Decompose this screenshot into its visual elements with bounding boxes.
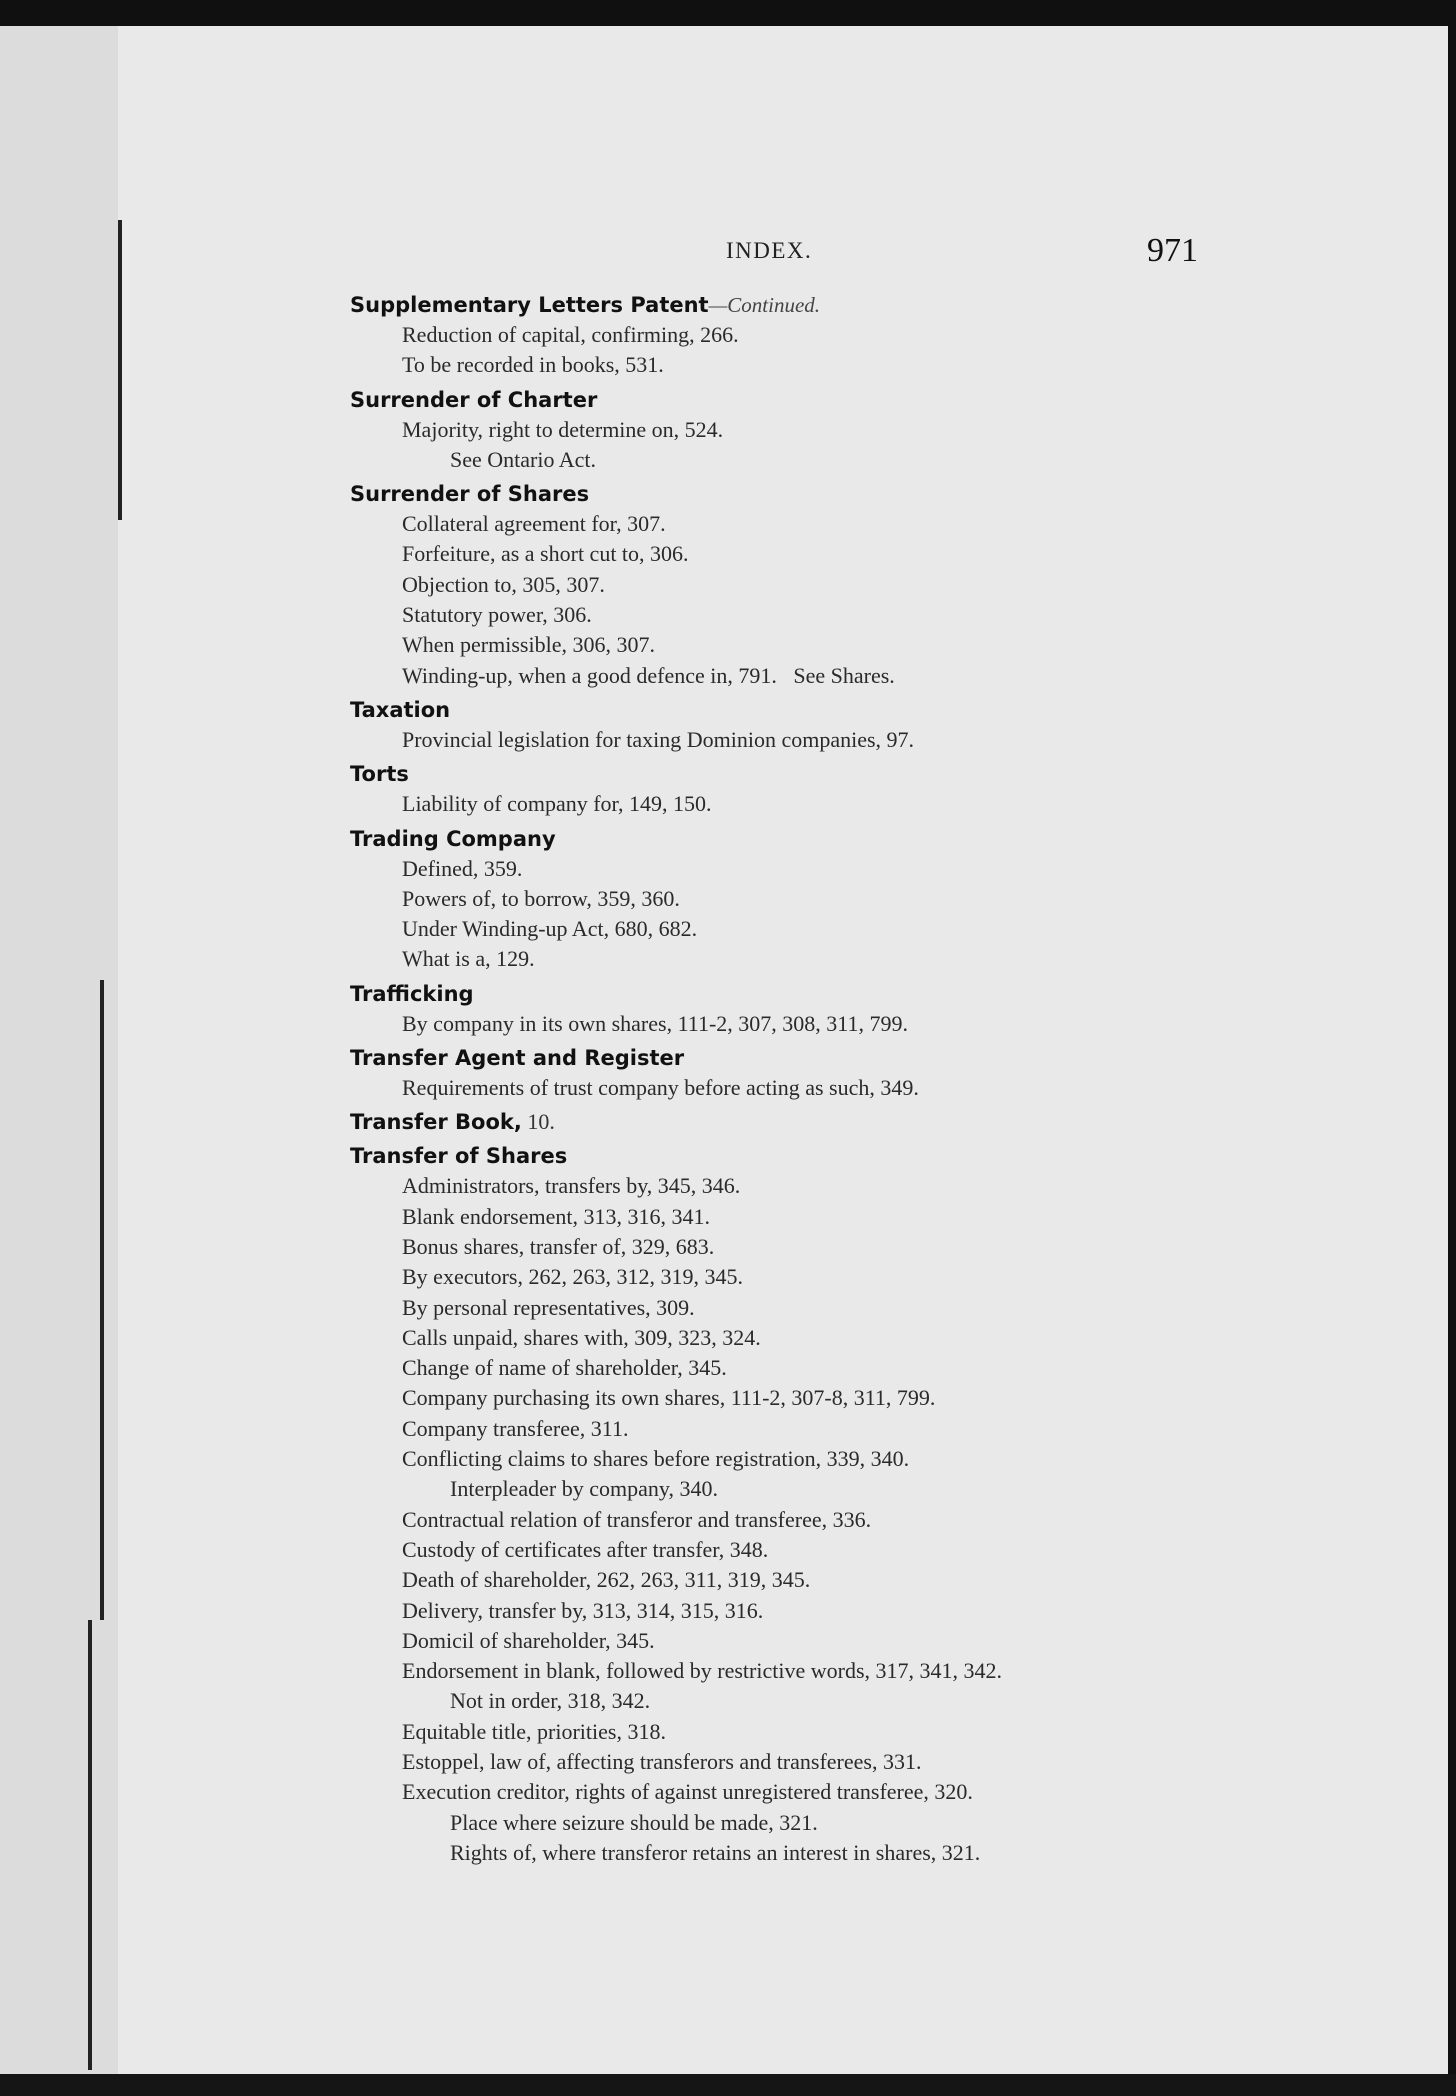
index-subentry: Execution creditor, rights of against unregistered transferee, 320. — [402, 1779, 973, 1805]
index-subentry: Administrators, transfers by, 345, 346. — [402, 1173, 741, 1199]
index-subentry: What is a, 129. — [402, 946, 535, 972]
index-body — [350, 286, 1350, 1868]
index-subentry: Delivery, transfer by, 313, 314, 315, 316. — [402, 1597, 764, 1623]
binding-line — [100, 980, 104, 1620]
index-subentry: Statutory power, 306. — [402, 602, 592, 628]
page-reference: 10. — [521, 1109, 555, 1135]
index-subentry: Endorsement in blank, followed by restrictive words, 317, 341, 342. — [402, 1658, 1003, 1684]
index-subentry: Winding-up, when a good defence in, 791. See Shares. — [402, 662, 895, 688]
index-heading: Transfer Agent and Register — [350, 1046, 685, 1071]
index-heading: Trading Company — [350, 826, 556, 851]
page-number: 971 — [1147, 232, 1198, 269]
index-subentry: Majority, right to determine on, 524. — [402, 416, 724, 442]
index-subentry: Change of name of shareholder, 345. — [402, 1355, 727, 1381]
index-subentry: Bonus shares, transfer of, 329, 683. — [402, 1233, 715, 1259]
index-heading: Supplementary Letters Patent—Continued. — [350, 293, 821, 317]
index-subentry: Blank endorsement, 313, 316, 341. — [402, 1203, 710, 1229]
index-heading: Transfer of Shares — [350, 1144, 568, 1169]
index-subentry: Death of shareholder, 262, 263, 311, 319, 345. — [402, 1567, 811, 1593]
scan-top-border — [0, 0, 1456, 26]
index-subentry: Objection to, 305, 307. — [402, 571, 605, 597]
index-heading: Surrender of Shares — [350, 482, 590, 507]
cross-reference: See Ontario Act. — [450, 446, 597, 472]
index-subentry: Estoppel, law of, affecting transferors and transferees, 331. — [402, 1748, 922, 1774]
index-subentry: Place where seizure should be made, 321. — [450, 1809, 818, 1835]
scan-right-border — [1448, 0, 1456, 2096]
index-subentry: Not in order, 318, 342. — [450, 1688, 651, 1714]
index-subentry: Calls unpaid, shares with, 309, 323, 324. — [402, 1324, 761, 1350]
index-subentry: Company purchasing its own shares, 111-2, 307-8, 311, 799. — [402, 1385, 936, 1411]
binding-line — [118, 220, 122, 520]
index-subentry: By executors, 262, 263, 312, 319, 345. — [402, 1264, 743, 1290]
index-subentry: Reduction of capital, confirming, 266. — [402, 322, 739, 347]
index-subentry: Requirements of trust company before acting as such, 349. — [402, 1075, 919, 1101]
index-subentry: Custody of certificates after transfer, 348. — [402, 1536, 769, 1562]
scan-bottom-border — [0, 2074, 1456, 2096]
index-subentry: Under Winding-up Act, 680, 682. — [402, 916, 698, 942]
index-subentry: Contractual relation of transferor and transferee, 336. — [402, 1506, 872, 1532]
index-subentry: Rights of, where transferor retains an interest in shares, 321. — [450, 1839, 981, 1865]
index-subentry: Collateral agreement for, 307. — [402, 511, 666, 537]
index-heading: Surrender of Charter — [350, 387, 598, 412]
index-subentry: Forfeiture, as a short cut to, 306. — [402, 541, 689, 567]
index-subentry: Company transferee, 311. — [402, 1415, 629, 1441]
index-subentry: Domicil of shareholder, 345. — [402, 1627, 655, 1653]
index-subentry: Defined, 359. — [402, 855, 523, 881]
binding-line — [88, 1620, 92, 2070]
index-subentry: Equitable title, priorities, 318. — [402, 1718, 666, 1744]
index-subentry: Powers of, to borrow, 359, 360. — [402, 885, 680, 911]
index-subentry: Liability of company for, 149, 150. — [402, 791, 712, 817]
index-subentry: To be recorded in books, 531. — [402, 352, 664, 378]
continued-note: —Continued. — [708, 293, 821, 317]
index-heading: Transfer Book, 10. — [350, 1109, 555, 1135]
index-heading: Taxation — [350, 697, 451, 722]
index-subentry: By company in its own shares, 111-2, 307, 308, 311, 799. — [402, 1010, 908, 1036]
index-subentry: Conflicting claims to shares before registration, 339, 340. — [402, 1446, 910, 1472]
index-subentry: Provincial legislation for taxing Dominion companies, 97. — [402, 726, 915, 752]
index-subentry: Interpleader by company, 340. — [450, 1476, 718, 1502]
index-subentry: By personal representatives, 309. — [402, 1294, 695, 1320]
index-subentry: When permissible, 306, 307. — [402, 632, 655, 658]
index-heading: Torts — [350, 762, 409, 787]
index-heading: Trafficking — [350, 981, 474, 1006]
running-head: INDEX. — [726, 238, 813, 263]
